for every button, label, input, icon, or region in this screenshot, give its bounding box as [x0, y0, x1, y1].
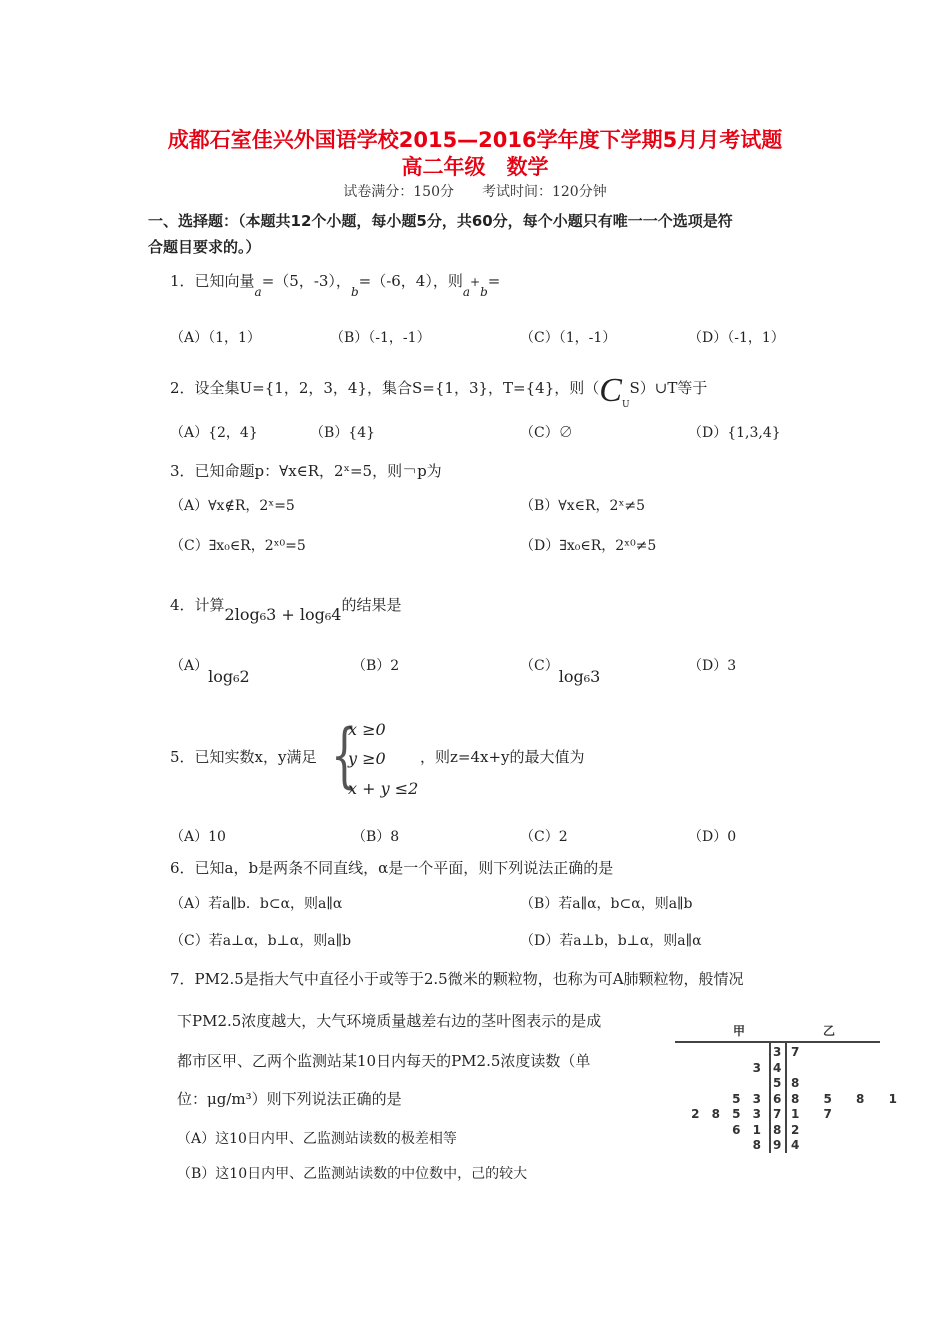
- stem-leaf-right-leaves: 2: [791, 1122, 810, 1137]
- system-brace: {: [330, 714, 358, 796]
- stem-leaf-left-leaves: 6 1: [732, 1122, 765, 1137]
- stem-leaf-right-leaves: 1 7: [791, 1107, 842, 1121]
- stem-leaf-stem: 6: [773, 1091, 782, 1106]
- q7-option-a: （A）这10日内甲、乙监测站读数的极差相等: [177, 1131, 457, 1147]
- sum-a: a: [462, 285, 471, 299]
- stem-leaf-divider-left: [769, 1041, 771, 1153]
- vector-a: a: [254, 285, 262, 299]
- question-5-end: ，则z=4x+y的最大值为: [420, 748, 585, 766]
- exam-info: 试卷满分：150分 考试时间：120分钟: [343, 184, 607, 200]
- q1-option-d: （D）（-1，1）: [688, 330, 785, 346]
- stem-leaf-header-rule: [675, 1041, 880, 1043]
- q6-option-d: （D）若a⊥b，b⊥α，则a∥α: [520, 933, 702, 949]
- stem-leaf-plot: [675, 1015, 907, 1155]
- stem-leaf-left-leaves: 2 8 5 3: [691, 1107, 765, 1121]
- question-7-line3: 都市区甲、乙两个监测站某10日内每天的PM2.5浓度读数（单: [177, 1052, 591, 1070]
- equals-sign: =: [487, 272, 501, 290]
- q1-stem: 1．已知向量: [170, 272, 255, 290]
- section-heading: 一、选择题：（本题共12个小题，每小题5分，共60分，每个小题只有唯一一个选项是符: [148, 212, 733, 230]
- sum-b: b: [480, 285, 488, 299]
- constraint-3: x + y ≤2: [348, 779, 419, 798]
- question-7-line4: 位：μg/m³）则下列说法正确的是: [177, 1090, 402, 1108]
- constraint-2: y ≥0: [348, 749, 386, 768]
- question-6: 6．已知a，b是两条不同直线，α是一个平面，则下列说法正确的是: [170, 859, 614, 877]
- q4-stem-end: 的结果是: [341, 596, 402, 614]
- q1-option-c: （C）（1，-1）: [520, 330, 617, 346]
- complement-subscript: U: [621, 400, 630, 410]
- exam-subtitle: 高二年级 数学: [401, 155, 549, 179]
- log-expression: 2log₆3 + log₆4: [224, 605, 342, 624]
- question-7-line2: 下PM2.5浓度越大，大气环境质量越差右边的茎叶图表示的是成: [177, 1012, 602, 1030]
- stem-leaf-right-leaves: 4: [791, 1138, 810, 1152]
- q4-option-d: （D）3: [688, 658, 737, 674]
- stem-leaf-left-leaves: 3: [752, 1060, 765, 1075]
- q1-a-value: =（5，-3），: [261, 272, 351, 290]
- stem-leaf-left-leaves: 8: [752, 1138, 765, 1152]
- stem-leaf-stem: 3: [773, 1045, 782, 1059]
- stem-leaf-divider-right: [785, 1041, 787, 1153]
- stem-leaf-left-header: 甲: [733, 1024, 746, 1038]
- stem-leaf-right-leaves: 7: [791, 1045, 810, 1059]
- q2-stem-end: S）∪T等于: [629, 379, 708, 397]
- question-1: [170, 270, 501, 299]
- section-heading-cont: 合题目要求的。）: [148, 238, 261, 256]
- q1-option-a: （A）（1，1）: [170, 330, 261, 346]
- q6-option-b: （B）若a∥α，b⊂α，则a∥b: [520, 896, 693, 912]
- q4-option-b: （B）2: [352, 658, 400, 674]
- q6-option-c: （C）若a⊥α，b⊥α，则a∥b: [170, 933, 352, 949]
- stem-leaf-right-leaves: 8 5 8 1: [791, 1091, 907, 1106]
- q5-option-d: （D）0: [688, 829, 737, 845]
- question-7-line1: 7．PM2.5是指大气中直径小于或等于2.5微米的颗粒物，也称为可A肺颗粒物，般情况: [170, 970, 744, 988]
- q2-option-a: （A）{2，4}: [170, 425, 258, 441]
- plus-sign: +: [470, 275, 481, 289]
- q3-option-d: （D）∃x₀∈R，2ˣ⁰≠5: [520, 538, 657, 554]
- q2-option-d: （D）{1,3,4}: [688, 425, 781, 441]
- vector-b: b: [350, 285, 359, 299]
- stem-leaf-stem: 5: [773, 1076, 782, 1090]
- complement-symbol: C: [599, 372, 622, 409]
- stem-leaf-stem: 8: [773, 1122, 782, 1137]
- q5-option-a: （A）10: [170, 829, 226, 845]
- q1-b-value: =（-6，4），则: [358, 272, 463, 290]
- q4-option-c: [520, 655, 601, 686]
- question-4: [170, 594, 402, 624]
- q4-option-c-label: （C）: [520, 658, 559, 674]
- stem-leaf-stem: 9: [773, 1138, 782, 1152]
- question-2: [170, 372, 707, 410]
- stem-leaf-right-header: 乙: [823, 1024, 836, 1038]
- q3-option-c: （C）∃x₀∈R，2ˣ⁰=5: [170, 538, 306, 554]
- q4-option-a: [170, 655, 250, 686]
- q6-option-a: （A）若a∥b．b⊂α，则a∥α: [170, 896, 343, 912]
- exam-title: 成都石室佳兴外国语学校2015—2016学年度下学期5月月考试题: [167, 128, 783, 152]
- q5-option-b: （B）8: [352, 829, 400, 845]
- q5-option-c: （C）2: [520, 829, 568, 845]
- q4-option-c-value: log₆3: [558, 667, 601, 686]
- q2-option-b: （B）{4}: [310, 425, 376, 441]
- q2-stem: 2．设全集U={1，2，3，4}，集合S={1，3}，T={4}，则（: [170, 379, 600, 397]
- q4-stem: 4．计算: [170, 596, 225, 614]
- q4-option-a-label: （A）: [170, 658, 209, 674]
- question-3: 3．已知命题p：∀x∈R，2ˣ=5，则￢p为: [170, 462, 442, 480]
- stem-leaf-left-leaves: 5 3: [732, 1091, 765, 1106]
- q4-option-a-value: log₆2: [208, 667, 250, 686]
- constraint-1: x ≥0: [348, 720, 386, 739]
- question-5-stem: 5．已知实数x，y满足: [170, 748, 317, 766]
- q2-option-c: （C）∅: [520, 425, 573, 441]
- stem-leaf-stem: 4: [773, 1060, 782, 1075]
- q1-option-b: （B）（-1，-1）: [330, 330, 431, 346]
- q7-option-b: （B）这10日内甲、乙监测站读数的中位数中，己的较大: [177, 1166, 528, 1182]
- stem-leaf-right-leaves: 8: [791, 1076, 810, 1090]
- stem-leaf-stem: 7: [773, 1107, 782, 1121]
- q3-option-b: （B）∀x∈R，2ˣ≠5: [520, 498, 646, 514]
- q3-option-a: （A）∀x∉R，2ˣ=5: [170, 498, 295, 514]
